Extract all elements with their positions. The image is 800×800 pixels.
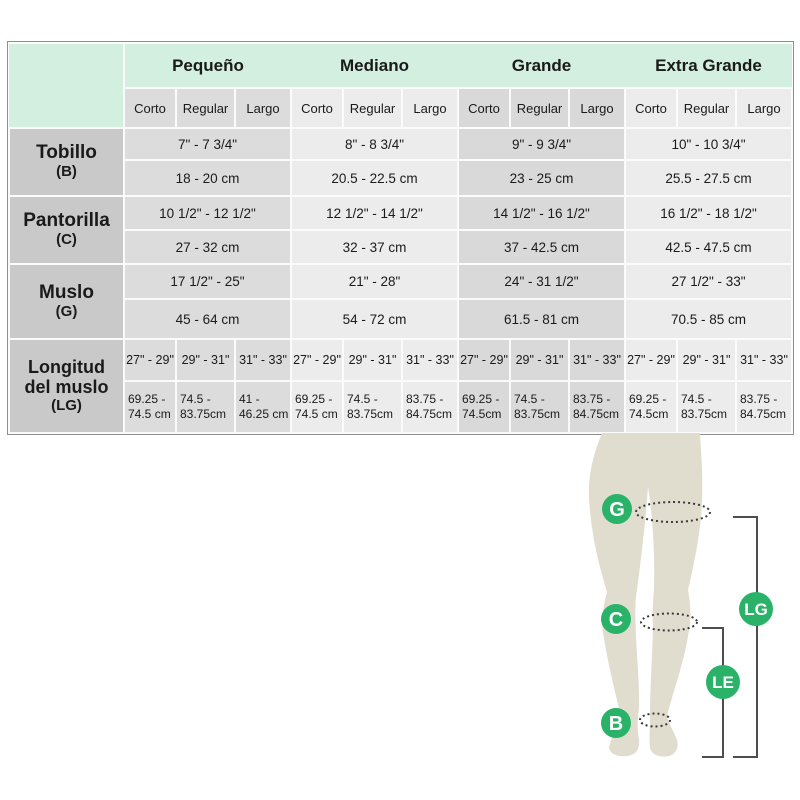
- table-cell: 25.5 - 27.5 cm: [625, 160, 792, 196]
- row-label-text: Tobillo: [36, 142, 97, 164]
- length-header: Regular: [677, 88, 736, 128]
- row-label-text: del muslo: [24, 376, 109, 397]
- table-cell: 54 - 72 cm: [291, 299, 458, 339]
- size-header-grande: Grande: [458, 43, 625, 88]
- corner-cell: [9, 43, 124, 128]
- length-header: Corto: [625, 88, 677, 128]
- table-cell: 83.75 - 84.75cm: [736, 381, 792, 433]
- longitud-inches-row: [9, 339, 792, 381]
- length-header: Regular: [343, 88, 402, 128]
- length-header: Largo: [402, 88, 458, 128]
- table-cell: 9" - 9 3/4": [458, 128, 625, 160]
- legs-silhouette: [589, 433, 702, 757]
- table-cell: 29" - 31": [176, 339, 235, 381]
- table-cell: 10 1/2" - 12 1/2": [124, 196, 291, 230]
- pantorilla-cm-row: [9, 230, 792, 264]
- length-header: Largo: [235, 88, 291, 128]
- table-cell: 29" - 31": [677, 339, 736, 381]
- table-cell: 61.5 - 81 cm: [458, 299, 625, 339]
- table-cell: 74.5 - 83.75cm: [510, 381, 569, 433]
- tobillo-inches-row: [9, 128, 792, 160]
- table-cell: 42.5 - 47.5 cm: [625, 230, 792, 264]
- table-cell: 69.25 - 74.5cm: [625, 381, 677, 433]
- table-cell: 7" - 7 3/4": [124, 128, 291, 160]
- table-cell: 27" - 29": [625, 339, 677, 381]
- row-label-longitud-del-muslo: [9, 339, 124, 433]
- badge-g: [602, 494, 632, 524]
- length-header: Corto: [458, 88, 510, 128]
- table-cell: 32 - 37 cm: [291, 230, 458, 264]
- table-cell: 27" - 29": [458, 339, 510, 381]
- size-chart: [7, 41, 794, 435]
- table-cell: 31" - 33": [235, 339, 291, 381]
- table-cell: 69.25 - 74.5 cm: [124, 381, 176, 433]
- badge-c: [601, 604, 631, 634]
- badge-lg-label: LG: [744, 600, 768, 619]
- table-cell: 45 - 64 cm: [124, 299, 291, 339]
- muslo-inches-row: [9, 264, 792, 299]
- row-label-tobillo: [9, 128, 124, 196]
- table-cell: 27" - 29": [291, 339, 343, 381]
- badge-le-label: LE: [712, 673, 734, 692]
- table-cell: 10" - 10 3/4": [625, 128, 792, 160]
- length-header: Regular: [510, 88, 569, 128]
- table-cell: 12 1/2" - 14 1/2": [291, 196, 458, 230]
- row-label-text: Longitud: [28, 356, 105, 377]
- table-cell: 17 1/2" - 25": [124, 264, 291, 299]
- table-cell: 83.75 - 84.75cm: [569, 381, 625, 433]
- table-cell: 16 1/2" - 18 1/2": [625, 196, 792, 230]
- table-cell: 20.5 - 22.5 cm: [291, 160, 458, 196]
- table-cell: 29" - 31": [510, 339, 569, 381]
- muslo-cm-row: [9, 299, 792, 339]
- size-header-extra-grande: Extra Grande: [625, 43, 792, 88]
- badge-le: [706, 665, 740, 699]
- table-cell: 18 - 20 cm: [124, 160, 291, 196]
- row-label-text: Pantorilla: [23, 210, 110, 232]
- table-cell: 83.75 - 84.75cm: [402, 381, 458, 433]
- size-header-mediano: Mediano: [291, 43, 458, 88]
- size-header-row: [9, 43, 792, 88]
- table-cell: 29" - 31": [343, 339, 402, 381]
- table-cell: 21" - 28": [291, 264, 458, 299]
- table-cell: 8" - 8 3/4": [291, 128, 458, 160]
- row-label-muslo: [9, 264, 124, 339]
- table-cell: 31" - 33": [569, 339, 625, 381]
- table-cell: 37 - 42.5 cm: [458, 230, 625, 264]
- table-cell: 41 - 46.25 cm: [235, 381, 291, 433]
- longitud-cm-row: [9, 381, 792, 433]
- table-cell: 27" - 29": [124, 339, 176, 381]
- length-header: Regular: [176, 88, 235, 128]
- length-header: Largo: [569, 88, 625, 128]
- pantorilla-inches-row: [9, 196, 792, 230]
- length-header: Corto: [124, 88, 176, 128]
- tobillo-cm-row: [9, 160, 792, 196]
- row-label-pantorilla: [9, 196, 124, 264]
- row-label-code: (G): [55, 302, 78, 320]
- table-cell: 69.25 - 74.5 cm: [291, 381, 343, 433]
- badge-lg: [739, 592, 773, 626]
- row-label-code: (C): [56, 231, 77, 249]
- leg-measurement-diagram: [555, 430, 800, 800]
- row-label-code: (B): [56, 163, 77, 181]
- length-header-row: [9, 88, 792, 128]
- table-cell: 69.25 - 74.5cm: [458, 381, 510, 433]
- table-cell: 31" - 33": [402, 339, 458, 381]
- table-cell: 31" - 33": [736, 339, 792, 381]
- badge-c-label: C: [608, 609, 624, 631]
- badge-b-label: B: [608, 713, 624, 735]
- table-cell: 27 - 32 cm: [124, 230, 291, 264]
- table-cell: 14 1/2" - 16 1/2": [458, 196, 625, 230]
- table-cell: 23 - 25 cm: [458, 160, 625, 196]
- badge-g-label: G: [609, 499, 625, 521]
- table-cell: 24" - 31 1/2": [458, 264, 625, 299]
- row-label-code: (LG): [51, 396, 82, 414]
- table-cell: 74.5 - 83.75cm: [176, 381, 235, 433]
- length-header: Largo: [736, 88, 792, 128]
- row-label-text: Muslo: [39, 281, 94, 303]
- length-header: Corto: [291, 88, 343, 128]
- table-cell: 27 1/2" - 33": [625, 264, 792, 299]
- table-cell: 74.5 - 83.75cm: [343, 381, 402, 433]
- size-chart-table: [8, 42, 793, 434]
- lg-measure-bracket: [733, 517, 757, 757]
- table-cell: 70.5 - 85 cm: [625, 299, 792, 339]
- table-cell: 74.5 - 83.75cm: [677, 381, 736, 433]
- size-header-pequeno: Pequeño: [124, 43, 291, 88]
- badge-b: [601, 708, 631, 738]
